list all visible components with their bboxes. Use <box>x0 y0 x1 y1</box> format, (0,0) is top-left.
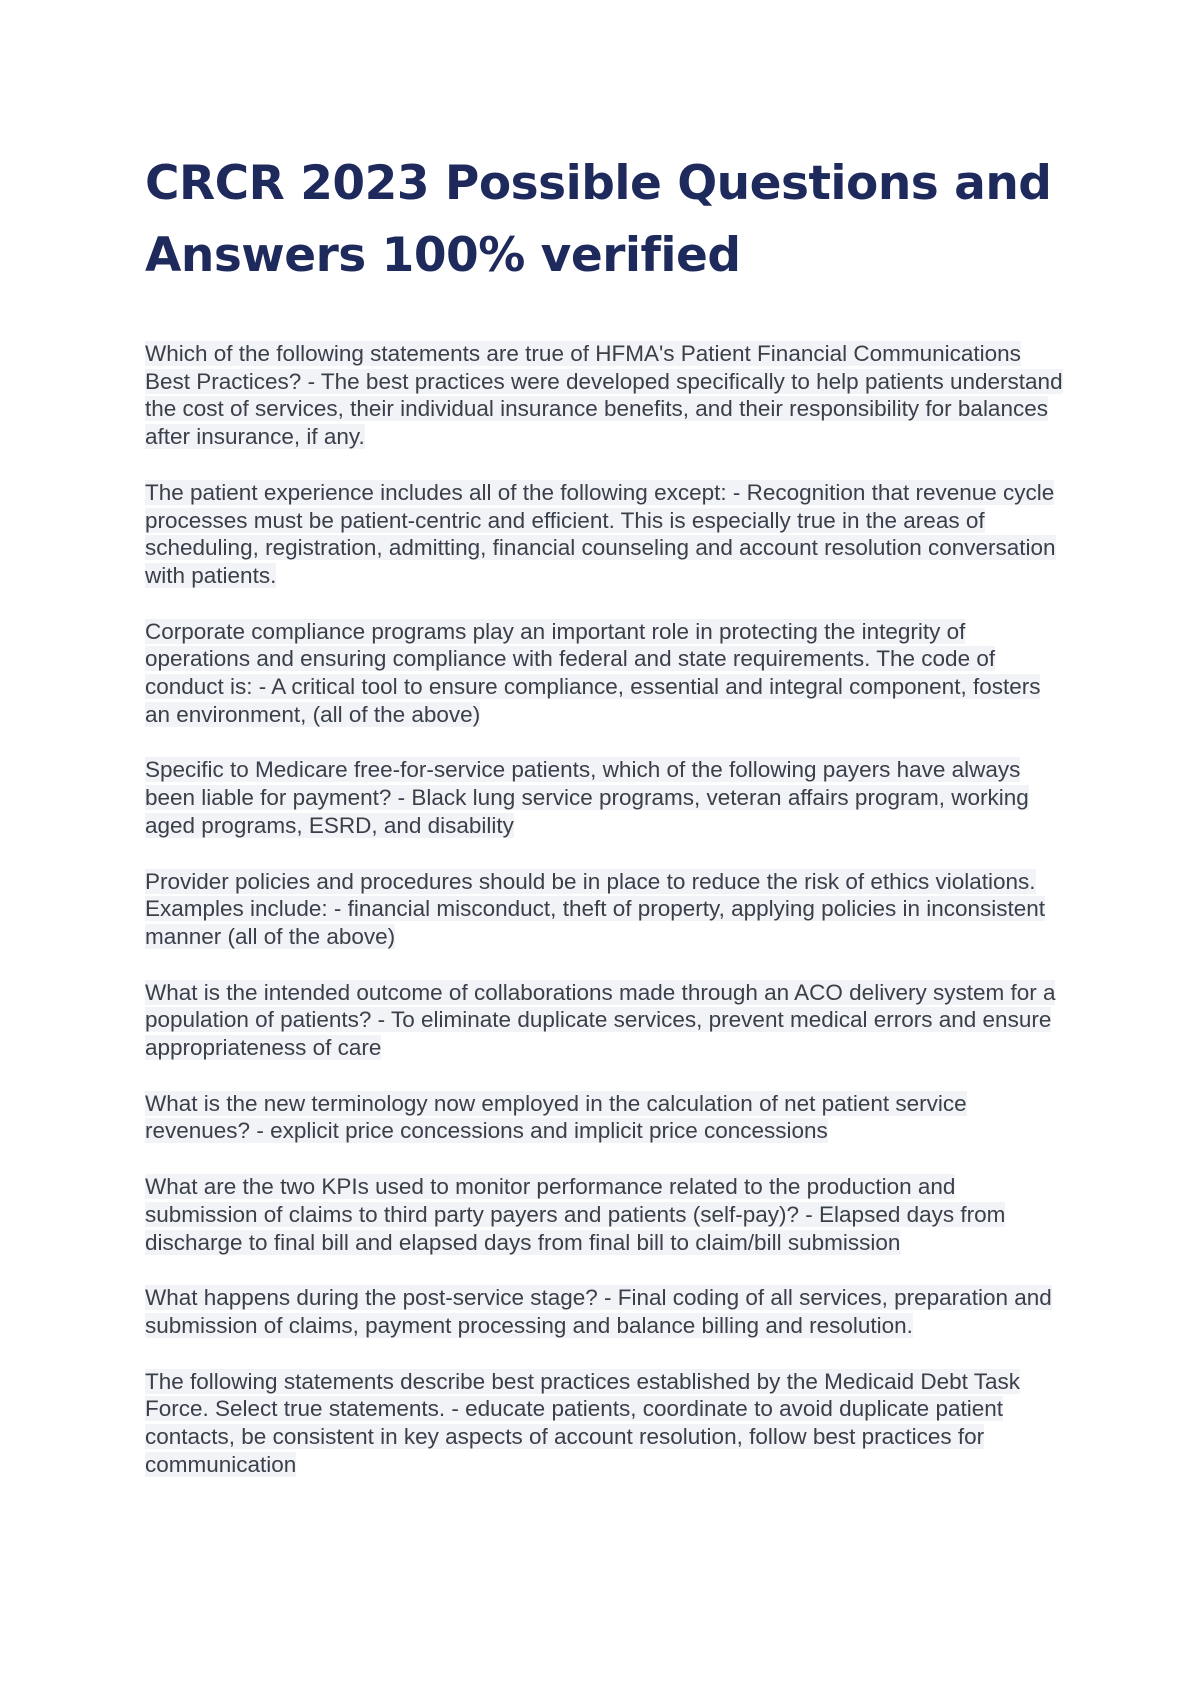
qa-item <box>145 340 1065 451</box>
qa-text: Specific to Medicare free-for-service patients, which of the following payers have always been liable for payment? - Black lung service programs, veteran affairs program, working aged programs, ESRD, and disability <box>145 757 1029 838</box>
qa-text: The following statements describe best practices established by the Medicaid Debt Task Force. Select true statements. - educate patients, coordinate to avoid duplicate patient contacts, be consistent in key aspects of account resolution, follow best practices for communication <box>145 1368 1021 1477</box>
qa-item <box>145 1284 1065 1339</box>
qa-item <box>145 979 1065 1062</box>
qa-item <box>145 1173 1065 1256</box>
qa-item <box>145 1368 1065 1479</box>
qa-text: Which of the following statements are true of HFMA's Patient Financial Communications Best Practices? - The best practices were developed specifically to help patients understand the cost of services, their individual insurance benefits, and their responsibility for balances after insurance, if any. <box>145 341 1063 450</box>
qa-list <box>145 340 1065 1507</box>
qa-item <box>145 756 1065 839</box>
qa-text: What is the intended outcome of collaborations made through an ACO delivery system for a population of patients? - To eliminate duplicate services, prevent medical errors and ensure appropriateness of care <box>145 979 1056 1061</box>
qa-text: Provider policies and procedures should be in place to reduce the risk of ethics violations. Examples include: - financial misconduct, theft of property, applying policies in inconsistent manner (all of the above) <box>145 868 1046 949</box>
qa-item <box>145 618 1065 729</box>
qa-item <box>145 479 1065 590</box>
qa-item <box>145 868 1065 951</box>
qa-text: The patient experience includes all of the following except: - Recognition that revenue cycle processes must be patient-centric and efficient. This is especially true in the areas of scheduling, registration, admitting, financial counseling and account resolution conversation with patients. <box>145 479 1056 588</box>
qa-text: Corporate compliance programs play an important role in protecting the integrity of operations and ensuring compliance with federal and state requirements. The code of conduct is: - A critical tool to ensure compliance, essential and integral component, fosters an environment, (all of the above) <box>145 618 1041 727</box>
qa-item <box>145 1090 1065 1145</box>
qa-text: What is the new terminology now employed in the calculation of net patient service revenues? - explicit price concessions and implicit price concessions <box>145 1090 967 1144</box>
qa-text: What happens during the post-service stage? - Final coding of all services, preparation and submission of claims, payment processing and balance billing and resolution. <box>145 1285 1052 1338</box>
qa-text: What are the two KPIs used to monitor performance related to the production and submission of claims to third party payers and patients (self-pay)? - Elapsed days from discharge to final bill and elapsed days from final bill to claim/bill submission <box>145 1174 1006 1255</box>
document-title: CRCR 2023 Possible Questions and Answers 100% verified <box>145 156 1052 283</box>
